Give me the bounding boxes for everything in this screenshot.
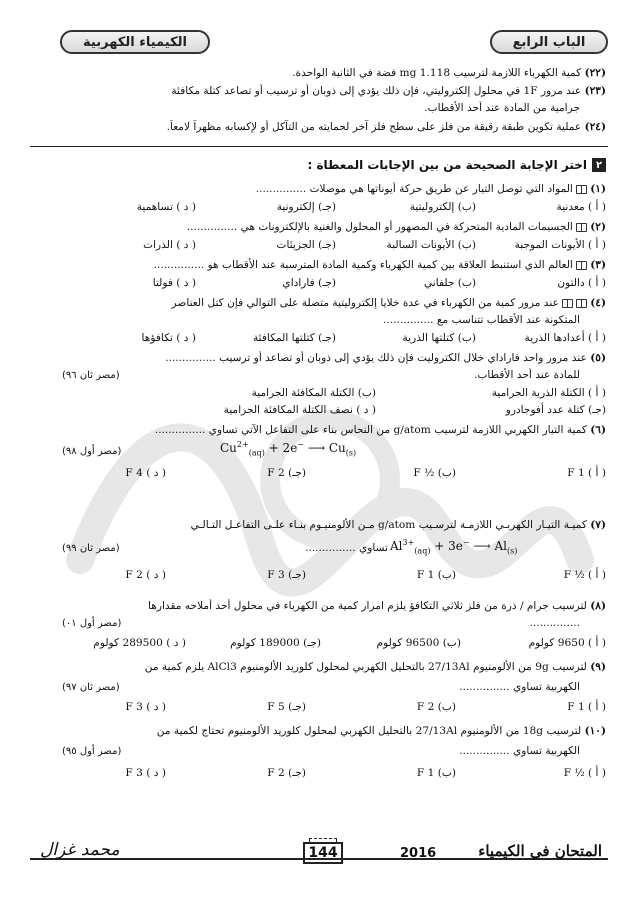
option-d[interactable]: ( د ) 4 F <box>125 467 166 479</box>
question-7: (٧) كميـة التيـار الكهربـي اللازمـة لترسـيب g/atom مـن الألومنيـوم بنـاء علـى التفاعـل التـالـي <box>190 519 606 531</box>
footer-year: 2016 <box>400 846 437 861</box>
option-d[interactable]: ( د ) الذرات <box>143 239 196 251</box>
option-d[interactable]: ( د ) 289500 كولوم <box>93 637 186 649</box>
question-9: (٩) لترسيب 9g من الألومنيوم 27/13Al بالتحليل الكهربي لمحلول كلوريد الألومنيوم AlCl3 يلزم كمية من <box>144 661 606 673</box>
option-d[interactable]: ( د ) فولتا <box>152 277 196 289</box>
question-10-cont: الكهربية تساوي ............... <box>459 745 580 757</box>
option-d[interactable]: ( د ) 3 F <box>125 767 166 779</box>
source-badge: (مصر ثان ٩٦) <box>62 370 120 381</box>
reaction-equation: $Cu^{2+}_{(aq)} + 2e^-$ ⟶ $Cu_{(s)}$ <box>220 440 357 458</box>
divider <box>30 146 608 147</box>
page-number: 144 <box>303 842 343 864</box>
option-a[interactable]: ( أ ) ½ F <box>563 569 606 581</box>
source-badge: (مصر أول ٩٥) <box>62 746 122 757</box>
question-5: (٥) عند مرور واحد فاراداي خلال الكتروليت فإن ذلك يؤدي إلى ذوبان أو تصاعد أو ترسيب ............... <box>165 352 606 364</box>
book-icon <box>576 185 587 194</box>
option-c[interactable]: (جـ) 5 F <box>267 701 306 713</box>
option-d[interactable]: ( د ) 3 F <box>125 701 166 713</box>
section-badge: ٢ <box>592 158 606 172</box>
question-4-cont: المتكونة عند الأقطاب تتناسب مع ............... <box>383 314 580 326</box>
option-b[interactable]: (ب) كتلتها الذرية <box>402 332 476 344</box>
option-a[interactable]: ( أ ) الكتلة الذرية الجرامية <box>491 387 606 399</box>
reaction-equation: $Al^{3+}_{(aq)} + 3e^-$ ⟶ $Al_{(s)}$ <box>390 538 518 556</box>
source-badge: (مصر أول ٠١) <box>62 618 122 629</box>
question-7-cont: تساوي ............... <box>305 542 388 554</box>
option-b[interactable]: (ب) جلفاني <box>423 277 476 289</box>
notes-icon <box>562 299 573 308</box>
source-badge: (مصر ثان ٩٩) <box>62 543 120 554</box>
option-b[interactable]: (ب) إلكتروليتية <box>409 201 476 213</box>
option-b[interactable]: (ب) الأيونات السالبة <box>386 239 476 251</box>
subject-header: الكيمياء الكهربية <box>60 30 210 54</box>
chapter-header: الباب الرابع <box>490 30 608 54</box>
source-badge: (مصر ثان ٩٧) <box>62 682 120 693</box>
option-b[interactable]: (ب) ½ F <box>413 467 456 479</box>
question-4: (٤) عند مرور كمية من الكهرباء في عدة خلايا إلكتروليتية متصلة على التوالي فإن كتل العناصر <box>171 297 606 309</box>
option-b[interactable]: (ب) 2 F <box>416 701 456 713</box>
section-title <box>308 158 607 172</box>
author-signature: محمد غزال <box>40 840 120 860</box>
option-b[interactable]: (ب) 96500 كولوم <box>376 637 461 649</box>
book-icon <box>576 223 587 232</box>
question-8: (٨) لترسيب جرام / ذرة من فلز ثلاثي التكافؤ يلزم امرار كمية من الكهرباء في محلول أحد أملاحه مقدارها <box>148 600 606 612</box>
option-b[interactable]: (ب) الكتلة المكافئة الجرامية <box>251 387 376 399</box>
book-icon <box>576 299 587 308</box>
option-c[interactable]: (جـ) إلكترونية <box>276 201 336 213</box>
option-b[interactable]: (ب) 1 F <box>416 767 456 779</box>
item-22: (٢٢) كمية الكهرباء اللازمة لترسيب 1.118 mg فضة في الثانية الواحدة. <box>292 67 606 79</box>
question-8-cont: ............... <box>529 617 580 629</box>
question-2: (٢) الجسيمات المادية المتحركة في المصهور أو المحلول والغنية بالإلكترونات هي ............... <box>186 221 606 233</box>
question-6: (٦) كمية التيار الكهربي اللازمة لترسيب g/atom من النحاس بناء على التفاعل الآتي تساوي ............... <box>154 424 606 436</box>
option-d[interactable]: ( د ) تساهمية <box>136 201 196 213</box>
option-a[interactable]: ( أ ) 1 F <box>567 467 606 479</box>
option-d[interactable]: ( د ) تكافؤها <box>141 332 196 344</box>
question-9-cont: الكهربية تساوي ............... <box>459 681 580 693</box>
source-badge: (مصر أول ٩٨) <box>62 446 122 457</box>
item-23-cont: جرامية من المادة عند أحد الأقطاب. <box>424 102 580 114</box>
section-title-text: اختر الإجابة الصحيحة من بين الإجابات المعطاة : <box>307 158 587 172</box>
item-24: (٢٤) عملية تكوين طبقة رقيقة من فلز على سطح فلز آخر لحمايته من التآكل أو لإكسابه مظهراً لامعاً. <box>166 121 606 133</box>
option-a[interactable]: ( أ ) ½ F <box>563 767 606 779</box>
option-c[interactable]: (جـ) 2 F <box>267 767 306 779</box>
question-1: (١) المواد التي توصل التيار عن طريق حركة أيوناتها هي موصلات ............... <box>255 183 606 195</box>
item-23: (٢٣) عند مرور 1F في محلول إلكتروليتي، فإن ذلك يؤدي إلى ذوبان أو ترسيب أو تصاعد كتلة مكافئة <box>171 85 606 97</box>
footer-brand: المتحان في الكيمياء <box>478 842 602 860</box>
question-10: (١٠) لترسيب 18g من الألومنيوم 27/13Al بالتحليل الكهربي لمحلول كلوريد الألومنيوم تحتاج لكمية من <box>156 725 606 737</box>
option-c[interactable]: (جـ) 2 F <box>267 467 306 479</box>
option-c[interactable]: (جـ) 189000 كولوم <box>230 637 321 649</box>
option-c[interactable]: (جـ) فاراداي <box>282 277 336 289</box>
option-c[interactable]: (جـ) كتلة عدد أفوجادرو <box>505 404 606 416</box>
option-c[interactable]: (جـ) 3 F <box>267 569 306 581</box>
option-a[interactable]: ( أ ) دالتون <box>557 277 606 289</box>
question-5-cont: للمادة عند أحد الأقطاب. <box>474 369 580 381</box>
option-a[interactable]: ( أ ) الأيونات الموجبة <box>514 239 606 251</box>
option-c[interactable]: (جـ) كتلتها المكافئة <box>252 332 336 344</box>
option-a[interactable]: ( أ ) 1 F <box>567 701 606 713</box>
option-a[interactable]: ( أ ) معدنية <box>556 201 606 213</box>
option-d[interactable]: ( د ) نصف الكتلة المكافئة الجرامية <box>223 404 376 416</box>
option-b[interactable]: (ب) 1 F <box>416 569 456 581</box>
notes-icon <box>576 261 587 270</box>
option-a[interactable]: ( أ ) 9650 كولوم <box>528 637 606 649</box>
question-3: (٣) العالم الذي استنبط العلاقة بين كمية الكهرباء وكمية المادة المترسبة عند الأقطاب هو ............... <box>153 259 606 271</box>
option-a[interactable]: ( أ ) أعدادها الذرية <box>524 332 606 344</box>
option-c[interactable]: (جـ) الجزيئات <box>276 239 336 251</box>
option-d[interactable]: ( د ) 2 F <box>125 569 166 581</box>
